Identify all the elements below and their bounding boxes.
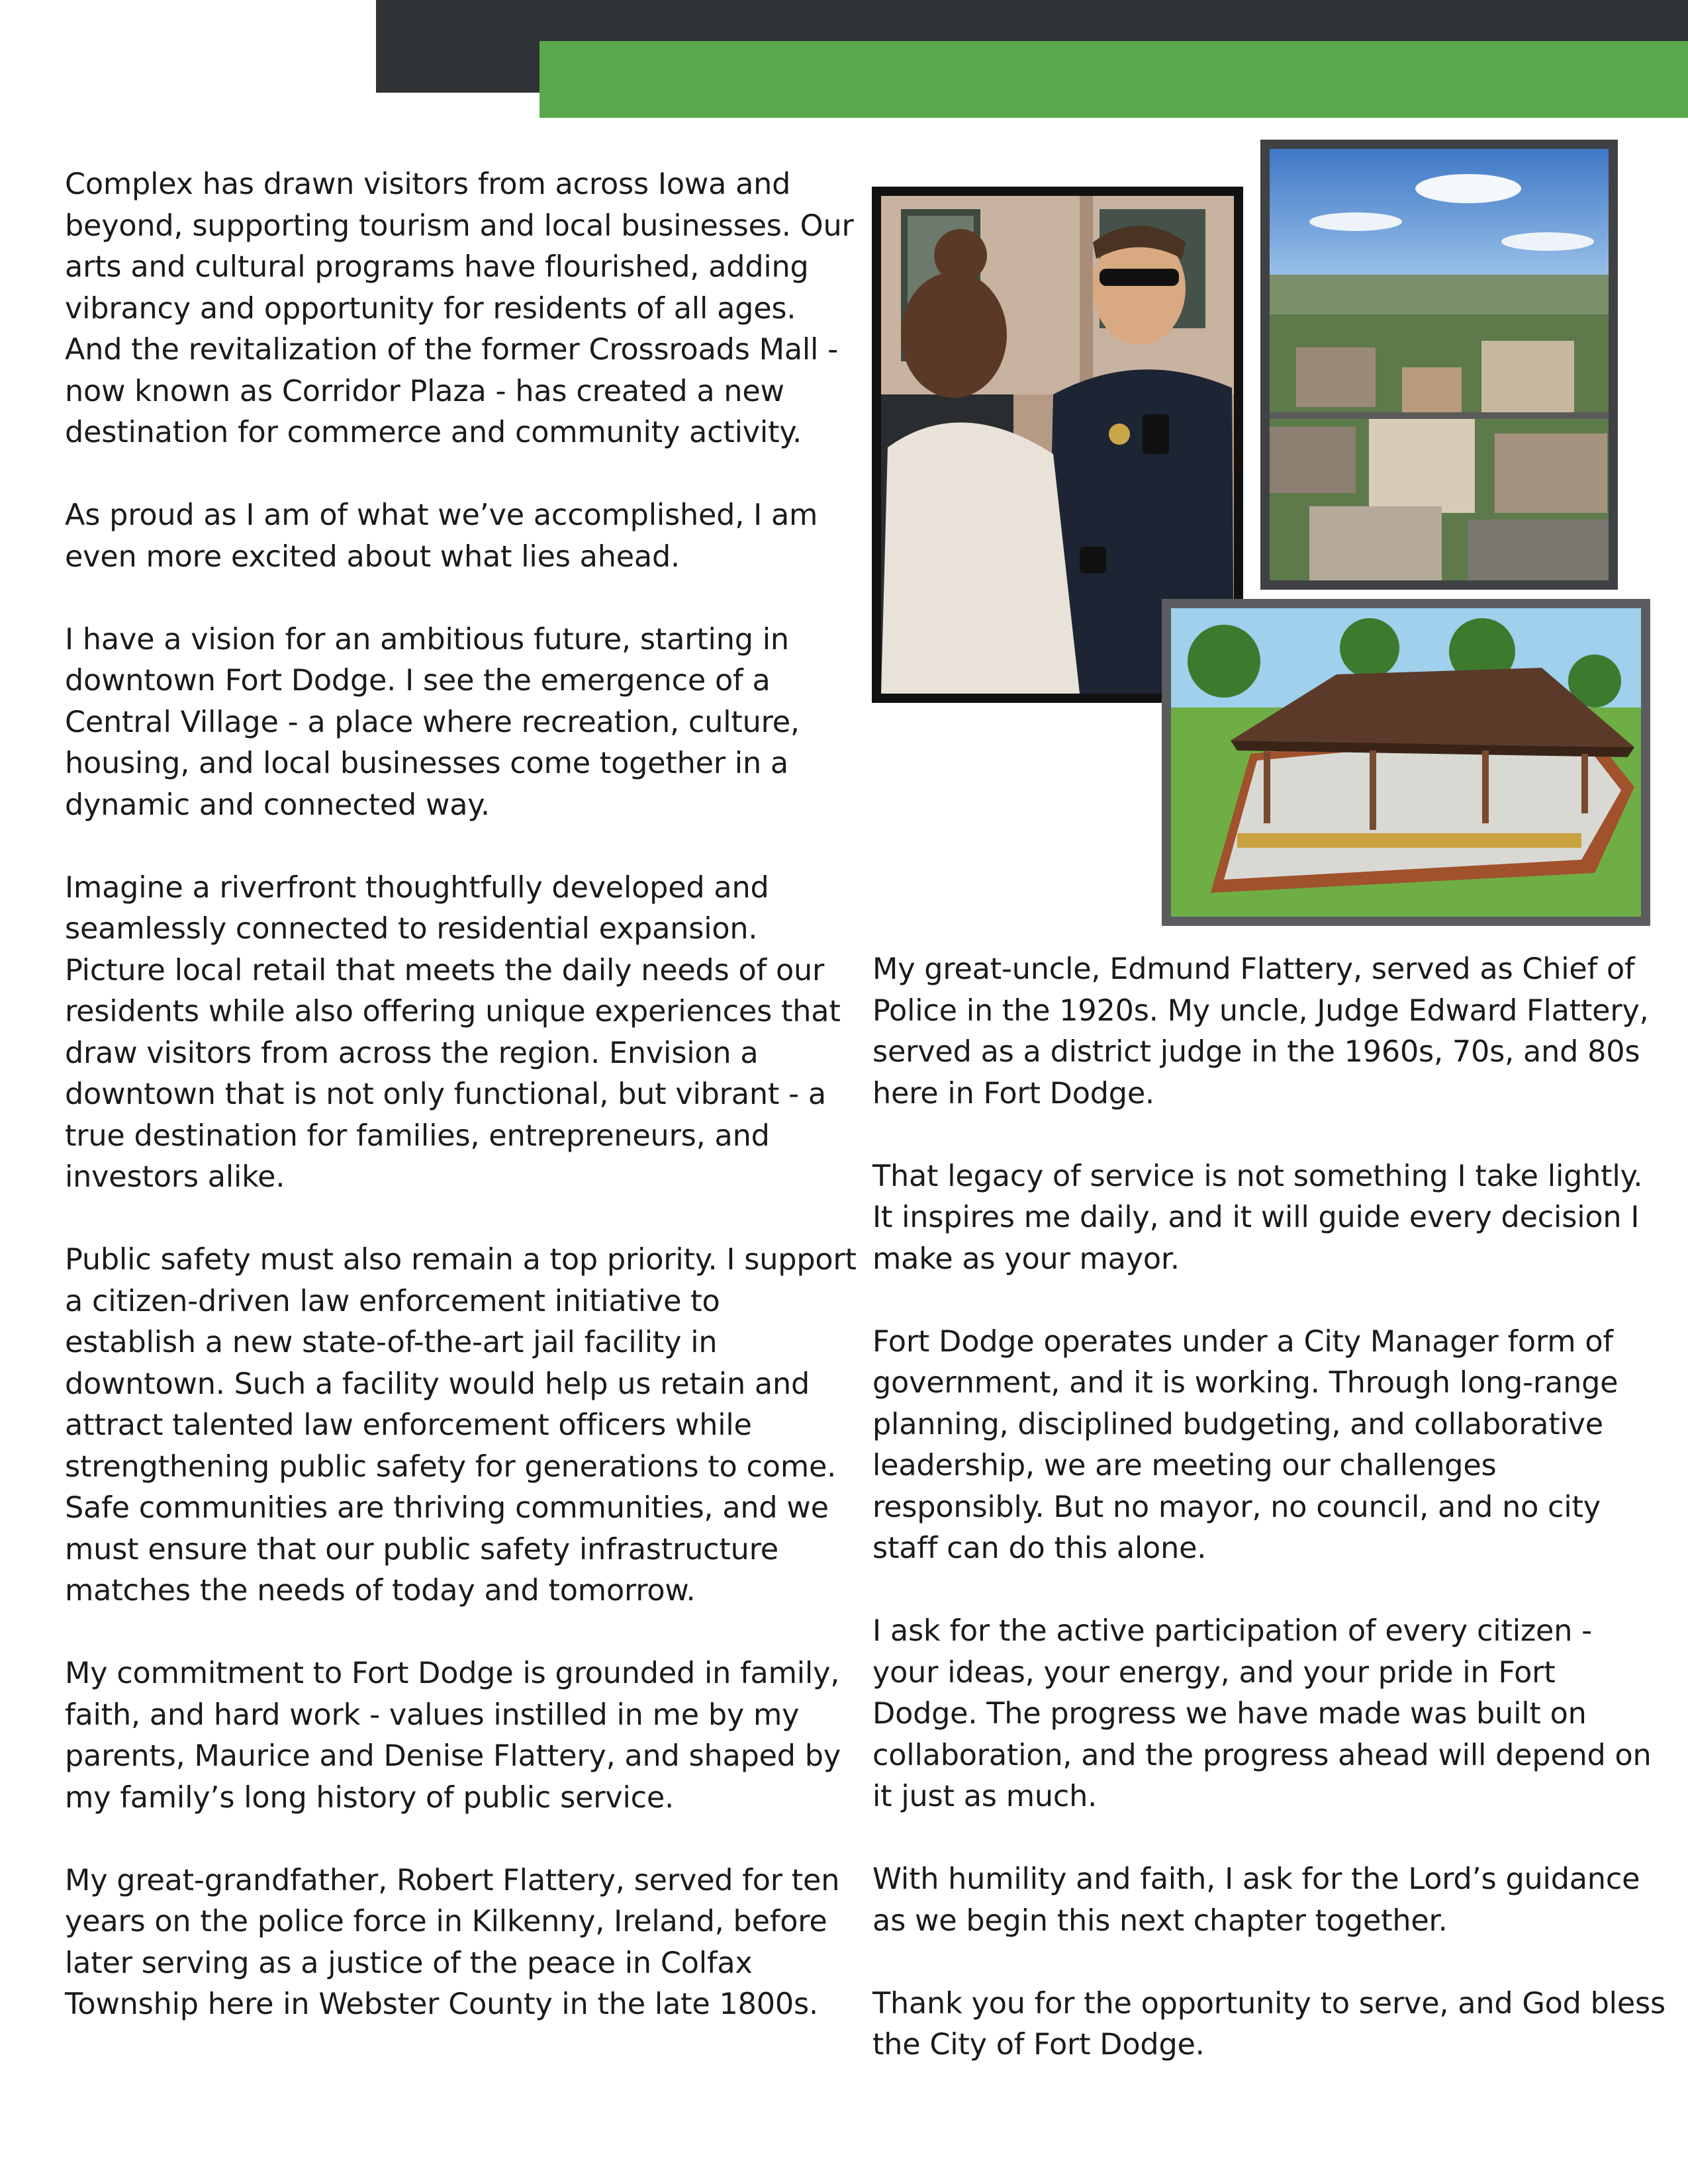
header-green-bar (539, 41, 1688, 118)
paragraph: Public safety must also remain a top priority. I support a citizen-driven law enforcement initiative to establish a new state-of-the-art jail facility in downtown. Such a facility would help us retain and attract talented law enforcement officers while strengthening public safety for generations to come. Safe communities are thriving communities, and we must ensure that our public safety infrastructure matches the needs of today and tomorrow. (65, 1243, 857, 1608)
left-text-column (65, 164, 859, 2067)
pavilion-rendering-art (1171, 608, 1641, 917)
paragraph: My great-uncle, Edmund Flattery, served as Chief of Police in the 1920s. My uncle, Judge Edward Flattery, served as a district judge in the 1960s, 70s, and 80s here in Fort Dodge. (872, 952, 1649, 1111)
paragraph: Complex has drawn visitors from across Iowa and beyond, supporting tourism and local businesses. Our arts and cultural programs have flourished, adding vibrancy and opportunity for residents of all ages. And the revitalization of the former Crossroads Mall - now known as Corridor Plaza - has created a new destination for commerce and community activity. (65, 167, 854, 449)
paragraph: That legacy of service is not something I take lightly. It inspires me daily, and it will guide every decision I make as your mayor. (872, 1159, 1643, 1276)
paragraph: With humility and faith, I ask for the Lord’s guidance as we begin this next chapter together. (872, 1862, 1640, 1938)
aerial-city-photo-art (1270, 149, 1609, 580)
right-text-column (872, 949, 1667, 2107)
pavilion-rendering (1162, 599, 1650, 926)
paragraph: Thank you for the opportunity to serve, and God bless the City of Fort Dodge. (872, 1986, 1665, 2062)
paragraph: Fort Dodge operates under a City Manager form of government, and it is working. Through long-range planning, disciplined budgeting, and collaborative leadership, we are meeting our challenges responsibly. But no mayor, no council, and no city staff can do this alone. (872, 1324, 1618, 1565)
paragraph: I ask for the active participation of every citizen - your ideas, your energy, and your pride in Fort Dodge. The progress we have made was built on collaboration, and the progress ahead will depend on it just as much. (872, 1614, 1652, 1813)
paragraph: Imagine a riverfront thoughtfully developed and seamlessly connected to residential expansion. Picture local retail that meets the daily needs of our residents while also offering unique experiences that draw visitors from across the region. Envision a downtown that is not only functional, but vibrant - a true destination for families, entrepreneurs, and investors alike. (65, 870, 841, 1194)
paragraph: As proud as I am of what we’ve accomplished, I am even more excited about what lies ahead. (65, 498, 818, 574)
paragraph: My commitment to Fort Dodge is grounded in family, faith, and hard work - values instilled in me by my parents, Maurice and Denise Flattery, and shaped by my family’s long history of public service. (65, 1657, 841, 1815)
paragraph: I have a vision for an ambitious future, starting in downtown Fort Dodge. I see the emergence of a Central Village - a place where recreation, culture, housing, and local businesses come together in a dynamic and connected way. (65, 622, 800, 822)
paragraph: My great-grandfather, Robert Flattery, served for ten years on the police force in Kilkenny, Ireland, before later serving as a justice of the peace in Colfax Township here in Webster County in the late 1800s. (65, 1863, 840, 2021)
aerial-city-photo (1260, 140, 1618, 590)
